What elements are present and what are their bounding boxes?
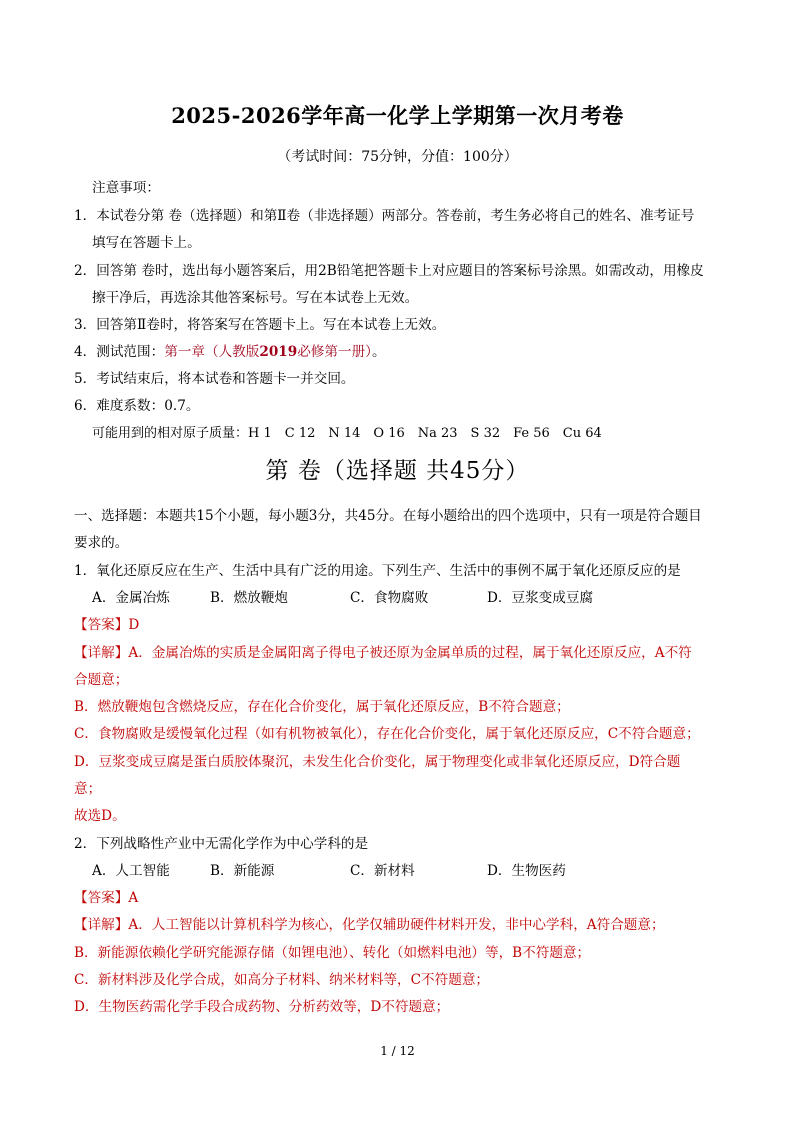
test-scope-edition: 2019	[259, 344, 298, 360]
section-instructions-cont: 要求的。	[74, 535, 129, 551]
answer-value: D	[128, 617, 140, 633]
notice-item-number: 3．	[74, 317, 97, 333]
question-1-stem: 1．氧化还原反应在生产、生活中具有广泛的用途。下列生产、生活中的事例不属于氧化还原反应的是	[74, 563, 681, 579]
question-1-detail-line-5: D．豆浆变成豆腐是蛋白质胶体聚沉，未发生化合价变化，属于物理变化或非氧化还原反应，D符合题	[74, 754, 681, 770]
section-instructions: 一、选择题：本题共15个小题，每小题3分，共45分。在每小题给出的四个选项中，只有一项是符合题目	[74, 508, 702, 524]
question-1-detail-line-4: C．食物腐败是缓慢氧化过程（如有机物被氧化），存在化合价变化，属于氧化还原反应，C不符合题意；	[74, 726, 700, 742]
notice-item-text: 难度系数：0.7。	[96, 398, 200, 414]
question-1-detail-line-3: B．燃放鞭炮包含燃烧反应，存在化合价变化，属于氧化还原反应，B不符合题意；	[74, 699, 570, 715]
notice-item-2	[74, 259, 704, 279]
notice-item-text: 考试结束后，将本试卷和答题卡一并交回。	[96, 371, 355, 387]
page-number: 1 / 12	[380, 1044, 415, 1058]
detail-tag: 【详解】	[74, 645, 129, 661]
notice-item-text: 测试范围：	[96, 344, 165, 360]
section-title: 第 卷（选择题 共45分）	[265, 458, 530, 484]
exam-subtitle: （考试时间：75分钟，分值：100分）	[277, 149, 518, 165]
notice-item-number: 1．	[74, 208, 97, 224]
answer-tag: 【答案】	[74, 890, 129, 906]
option-b: B．新能源	[210, 863, 275, 879]
question-2-detail-line-3: C．新材料涉及化学合成，如高分子材料、纳米材料等，C不符题意；	[74, 972, 490, 988]
notice-item-text: 回答第 卷时，选出每小题答案后，用2B铅笔把答题卡上对应题目的答案标号涂黑。如需改动，用橡皮	[96, 263, 704, 279]
question-1-detail-line-6: 意；	[74, 781, 102, 797]
question-1-options	[0, 586, 795, 606]
question-2-detail-line-2: B．新能源依赖化学研究能源存储（如锂电池）、转化（如燃料电池）等，B不符题意；	[74, 945, 591, 961]
question-1-answer	[74, 613, 139, 633]
question-2-detail-line-4: D．生物医药需化学手段合成药物、分析药效等，D不符题意；	[74, 999, 450, 1015]
question-2-stem: 2．下列战略性产业中无需化学作为中心学科的是	[74, 836, 369, 852]
notice-item-text: 本试卷分第 卷（选择题）和第Ⅱ卷（非选择题）两部分。答卷前，考生务必将自己的姓名、准考证号	[96, 208, 695, 224]
option-a: A．金属冶炼	[92, 590, 170, 606]
notice-item-2-cont: 擦干净后，再选涂其他答案标号。写在本试卷上无效。	[92, 290, 419, 306]
notice-item-6	[74, 394, 199, 414]
question-1-detail-line-2: 合题意；	[74, 672, 129, 688]
question-2-detail-line-1	[74, 913, 665, 933]
detail-text: A．金属冶炼的实质是金属阳离子得电子被还原为金属单质的过程，属于氧化还原反应，A不符	[128, 645, 692, 661]
test-scope-book: 必修第一册）	[297, 344, 372, 360]
notice-item-text: 回答第Ⅱ卷时，将答案写在答题卡上。写在本试卷上无效。	[96, 317, 446, 333]
detail-text: A．人工智能以计算机科学为核心，化学仅辅助硬件材料开发，非中心学科，A符合题意；	[128, 917, 665, 933]
notice-item-4	[74, 340, 386, 360]
notice-heading: 注意事项：	[92, 180, 160, 196]
notice-item-suffix: 。	[371, 344, 386, 360]
question-2-options	[0, 859, 795, 879]
notice-item-5	[74, 367, 355, 387]
option-d: D．豆浆变成豆腐	[487, 590, 594, 606]
notice-item-1	[74, 204, 694, 224]
option-d: D．生物医药	[487, 863, 566, 879]
notice-item-number: 5．	[74, 371, 97, 387]
notice-item-number: 4．	[74, 344, 97, 360]
question-1-conclusion: 故选D。	[74, 808, 126, 824]
question-2-answer	[74, 886, 138, 906]
exam-title: 2025-2026学年高一化学上学期第一次月考卷	[171, 103, 624, 128]
answer-tag: 【答案】	[74, 617, 129, 633]
answer-value: A	[128, 890, 139, 906]
notice-item-1-cont: 填写在答题卡上。	[92, 235, 201, 251]
notice-item-3	[74, 313, 445, 333]
notice-item-number: 2．	[74, 263, 97, 279]
option-a: A．人工智能	[92, 863, 170, 879]
question-1-detail-line-1	[74, 641, 692, 661]
atomic-masses: 可能用到的相对原子质量：H 1 C 12 N 14 O 16 Na 23 S 32 Fe 56 Cu 64	[92, 426, 602, 441]
notice-item-number: 6．	[74, 398, 97, 414]
test-scope-text: 第一章（人教版	[164, 344, 260, 360]
option-b: B．燃放鞭炮	[210, 590, 288, 606]
detail-tag: 【详解】	[74, 917, 129, 933]
option-c: C．食物腐败	[350, 590, 429, 606]
option-c: C．新材料	[350, 863, 415, 879]
